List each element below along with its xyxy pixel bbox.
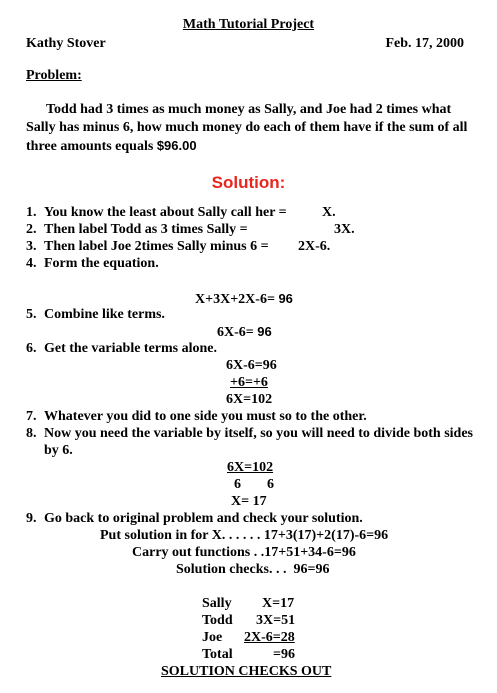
problem-text bbox=[26, 101, 474, 156]
divide-line-2 bbox=[222, 476, 276, 493]
step-7: 7. Whatever you did to one side you must so to the other. bbox=[26, 409, 367, 424]
page-title: Math Tutorial Project bbox=[182, 17, 315, 32]
conclusion: SOLUTION CHECKS OUT bbox=[161, 664, 332, 679]
step-5: 5. Combine like terms. bbox=[26, 307, 165, 322]
step-9: 9. Go back to original problem and check your solution. bbox=[26, 511, 363, 526]
summary-total-value: =96 bbox=[273, 647, 295, 662]
author-name: Kathy Stover bbox=[26, 36, 106, 51]
step-3: 3. Then label Joe 2times Sally minus 6 = 2X-6. bbox=[26, 239, 331, 254]
summary-total-name: Total bbox=[202, 647, 233, 662]
check-line-3: Solution checks. . . 96=96 bbox=[176, 562, 330, 577]
summary-todd-value: 3X=51 bbox=[256, 613, 296, 628]
equation: X+3X+2X-6= 96 bbox=[195, 291, 293, 307]
isolate-line-3: 6X=102 bbox=[226, 392, 273, 407]
problem-amount: $96.00 bbox=[156, 138, 197, 153]
summary-sally-value: X=17 bbox=[262, 596, 295, 611]
step-8: 8. Now you need the variable by itself, so you will need to divide both sides by 6. bbox=[26, 426, 473, 458]
document-date: Feb. 17, 2000 bbox=[385, 36, 464, 51]
isolate-line-2: +6=+6 bbox=[230, 375, 268, 390]
summary-sally-name: Sally bbox=[202, 596, 232, 611]
solution-heading: Solution: bbox=[211, 173, 286, 192]
summary-todd-name: Todd bbox=[202, 613, 233, 628]
problem-statement: Todd had 3 times as much money as Sally, and Joe had 2 times what Sally has minus 6, how much money do each of them have if the sum of all three amounts equals bbox=[26, 102, 468, 154]
divide-denominator-right: 6 bbox=[267, 477, 274, 492]
isolate-line-1: 6X-6=96 bbox=[226, 358, 277, 373]
step-1: 1. You know the least about Sally call her = X. bbox=[26, 205, 336, 220]
step-4: 4. Form the equation. bbox=[26, 256, 159, 271]
check-line-1: Put solution in for X. . . . . . 17+3(17)+2(17)-6=96 bbox=[100, 528, 389, 543]
combined-equation: 6X-6= 96 bbox=[217, 324, 272, 340]
problem-label: Problem: bbox=[26, 68, 82, 83]
divide-result: X= 17 bbox=[231, 494, 267, 509]
step-2: 2. Then label Todd as 3 times Sally = 3X. bbox=[26, 222, 355, 237]
summary-joe-value: 2X-6=28 bbox=[244, 630, 295, 645]
summary-joe-name: Joe bbox=[202, 630, 223, 645]
divide-denominator-left: 6 bbox=[234, 477, 241, 492]
step-6: 6. Get the variable terms alone. bbox=[26, 341, 218, 356]
divide-line-1: 6X=102 bbox=[227, 460, 274, 475]
check-line-2: Carry out functions . .17+51+34-6=96 bbox=[132, 545, 356, 560]
